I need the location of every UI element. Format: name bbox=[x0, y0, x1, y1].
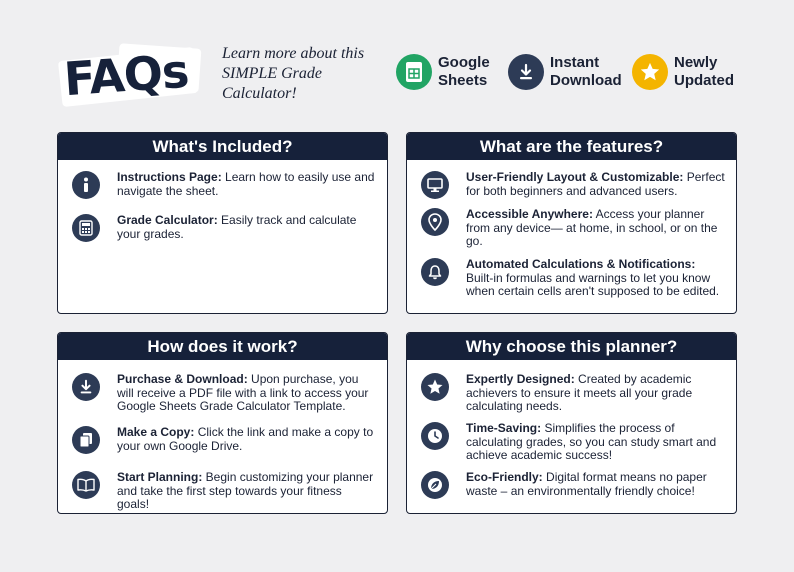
clock-icon bbox=[421, 422, 449, 450]
card-whats-included bbox=[57, 132, 388, 314]
monitor-icon bbox=[421, 171, 449, 199]
list-item: Accessible Anywhere: Access your planner from any device— at home, in school, or on the go. bbox=[421, 208, 726, 249]
star-icon bbox=[421, 373, 449, 401]
list-item: Automated Calculations & Notifications: Built-in formulas and warnings to let you know when certain cells aren't supposed to be edited. bbox=[421, 258, 726, 299]
card-title: What's Included? bbox=[58, 133, 387, 160]
faqs-logo-text: FAQs bbox=[62, 43, 190, 107]
list-item: Make a Copy: Click the link and make a copy to your own Google Drive. bbox=[72, 426, 377, 454]
card-features bbox=[406, 132, 737, 314]
list-item: Instructions Page: Learn how to easily use and navigate the sheet. bbox=[72, 171, 377, 199]
book-icon bbox=[72, 471, 100, 499]
list-item: Purchase & Download: Upon purchase, you will receive a PDF file with a link to access your Google Sheets Grade Calculator Template. bbox=[72, 373, 377, 414]
badge-instant-download: Instant Download bbox=[508, 54, 622, 90]
leaf-icon bbox=[421, 471, 449, 499]
download-icon bbox=[72, 373, 100, 401]
info-icon bbox=[72, 171, 100, 199]
list-item: User-Friendly Layout & Customizable: Perfect for both beginners and advanced users. bbox=[421, 171, 726, 199]
list-item: Eco-Friendly: Digital format means no paper waste – an environmentally friendly choice! bbox=[421, 471, 726, 499]
card-title: What are the features? bbox=[407, 133, 736, 160]
list-item: Start Planning: Begin customizing your planner and take the first step towards your fitness goals! bbox=[72, 471, 377, 512]
list-item: Grade Calculator: Easily track and calculate your grades. bbox=[72, 214, 377, 242]
page-header bbox=[0, 0, 794, 120]
faqs-logo bbox=[58, 43, 200, 107]
card-how-it-works bbox=[57, 332, 388, 514]
download-icon bbox=[508, 54, 544, 90]
copy-icon bbox=[72, 426, 100, 454]
card-title: How does it work? bbox=[58, 333, 387, 360]
list-item: Time-Saving: Simplifies the process of calculating grades, so you can study smart and achieve academic success! bbox=[421, 422, 726, 463]
badge-newly-updated: Newly Updated bbox=[632, 54, 734, 90]
calculator-icon bbox=[72, 214, 100, 242]
badge-google-sheets: Google Sheets bbox=[396, 54, 490, 90]
card-why-choose bbox=[406, 332, 737, 514]
card-title: Why choose this planner? bbox=[407, 333, 736, 360]
list-item: Expertly Designed: Created by academic achievers to ensure it meets all your grade calculating needs. bbox=[421, 373, 726, 414]
bell-icon bbox=[421, 258, 449, 286]
tagline: Learn more about this SIMPLE Grade Calculator! bbox=[222, 45, 365, 102]
location-pin-icon bbox=[421, 208, 449, 236]
google-sheets-icon bbox=[396, 54, 432, 90]
star-icon bbox=[632, 54, 668, 90]
